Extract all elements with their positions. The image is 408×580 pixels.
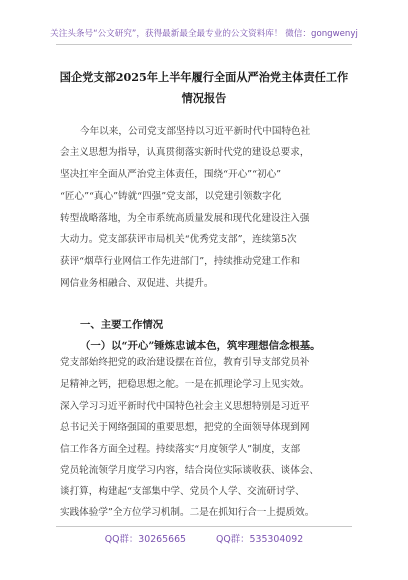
footer-qq-group-2: QQ群：535304092 [216, 534, 304, 545]
footer-qq-group-1: QQ群：30265665 [104, 534, 187, 545]
section-1-line: 党员轮流领学月度学习内容，结合岗位实际谈收获、谈体会、 [60, 465, 320, 476]
section-heading-1: 一、主要工作情况 [80, 319, 164, 331]
intro-line: 网信业务相融合、双促进、共提升。 [60, 278, 214, 289]
document-title-line-2: 情况报告 [181, 91, 227, 105]
section-1-line: 党支部始终把党的政治建设摆在首位，教育引导支部党员补 [60, 357, 310, 368]
subsection-heading-1: （一）以“开心”锤炼忠诚本色，筑牢理想信念根基。 [80, 340, 321, 352]
intro-line: 今年以来，公司党支部坚持以习近平新时代中国特色社 [80, 126, 311, 137]
section-1-line: 信工作各方面全过程。持续落实“月度领学人”制度，支部 [60, 444, 301, 455]
intro-line: “匠心”“真心”铸就“四强”党支部，以党建引领数字化 [60, 191, 282, 202]
footer-contact [0, 531, 408, 545]
header-promo-note: 关注头条号“公文研究”，获得最新最全最专业的公文资料库！ 微信：gongwenyj [50, 29, 358, 39]
header-divider [56, 44, 352, 45]
intro-line: 大动力。党支部获评市局机关“优秀党支部”，连续第5次 [60, 234, 297, 245]
intro-line: 转型战略落地，为全市系统高质量发展和现代化建设注入强 [60, 213, 310, 224]
section-1-line: 足精神之钙，把稳思想之舵。一是在抓理论学习上见实效。 [60, 379, 310, 390]
section-1-line: 谈打算，构建起“支部集中学、党员个人学、交流研讨学、 [60, 486, 305, 497]
section-1-line: 总书记关于网络强国的重要思想，把党的全面领导体现到网 [60, 422, 310, 433]
document-title-line-1: 国企党支部2025年上半年履行全面从严治党主体责任工作 [59, 70, 349, 84]
intro-line: 会主义思想为指导，认真贯彻落实新时代党的建设总要求， [60, 147, 310, 158]
section-1-line: 实践体验学”全方位学习机制。二是在抓知行合一上提质效。 [60, 507, 315, 518]
footer-divider [56, 526, 352, 527]
intro-line: 坚决扛牢全面从严治党主体责任，围绕“开心”“初心” [60, 169, 282, 180]
intro-line: 获评“烟草行业网信工作先进部门”，持续推动党建工作和 [60, 256, 301, 267]
section-1-line: 深入学习习近平新时代中国特色社会主义思想特别是习近平 [60, 401, 310, 412]
